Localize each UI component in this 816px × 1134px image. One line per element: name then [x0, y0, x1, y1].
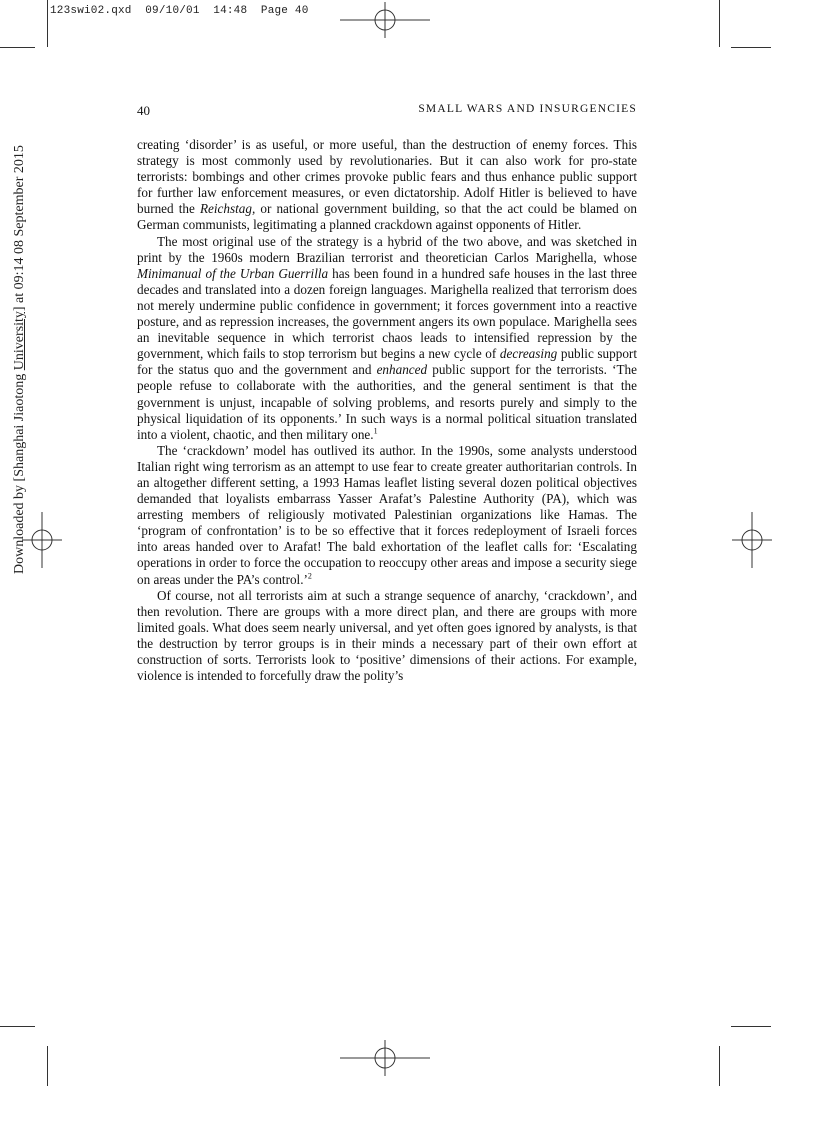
- italic-text: enhanced: [376, 362, 428, 378]
- download-notice-before: Downloaded by [Shanghai Jiaotong: [12, 370, 27, 574]
- paragraph: [137, 588, 637, 685]
- text-run: The ‘crackdown’ model has outlived its author. In the 1990s, some analysts understood Italian right wing terrorism as an attempt to use fear to create greater authoritarian controls. In an altogether different setting, a 1993 Hamas leaflet listing several dozen political objectives demanded that loyalists embarrass Yasser Arafat’s Palestine Authority (PA), which was arresting members of religiously motivated Palestinian organizations like Hamas. The ‘program of confrontation’ is to be so effective that it forces redeployment of Israeli forces into areas handed over to Arafat! The bald exhortation of the leaflet calls for: ‘Escalating operations in order to force the occupation to reoccupy other areas and impose a security siege on areas under the PA’s control.’: [137, 442, 637, 587]
- download-notice: [12, 145, 28, 574]
- page-header: [137, 103, 637, 123]
- crop-mark-bottom-left-v: [47, 1046, 48, 1086]
- text-run: public support for the status quo and the government and: [137, 346, 637, 378]
- italic-text: Reichstag,: [199, 201, 256, 217]
- download-notice-underlined: University]: [12, 306, 27, 371]
- italic-text: decreasing: [499, 346, 558, 362]
- registration-mark-right: [732, 512, 772, 568]
- text-run: Of course, not all terrorists aim at such a strange sequence of anarchy, ‘crackdown’, and then revolution. There are groups with a more direct plan, and there are groups with more limited goals. What does seem nearly universal, and yet often goes ignored by analysts, is that the destruction by terror groups is in their minds a necessary part of their own effort at construction of sorts. Terrorists look to ‘positive’ dimensions of their actions. For example, violence is intended to forcefully draw the polity’s: [137, 587, 637, 684]
- slug-file: 123swi02.qxd: [50, 5, 132, 17]
- crop-mark-top-right-h: [731, 47, 771, 48]
- crop-mark-top-left-h: [0, 47, 35, 48]
- crop-mark-bottom-right-v: [719, 1046, 720, 1086]
- text-run: creating ‘disorder’ is as useful, or more useful, than the destruction of enemy forces. This strategy is most commonly used by revolutionaries. But it can also work for pro-state terrorists: bombings and other crimes provoke public fears and thus enhance public support for further law enforcement measures, or even dictatorship. Adolf Hitler is believed to have burned the: [137, 137, 637, 217]
- print-slug: [50, 5, 309, 17]
- slug-date: 09/10/01: [145, 5, 200, 17]
- registration-mark-bottom: [340, 1038, 430, 1078]
- running-head: SMALL WARS AND INSURGENCIES: [418, 103, 637, 115]
- italic-text: Minimanual of the Urban Guerrilla: [137, 265, 329, 281]
- crop-mark-top-right-v: [719, 0, 720, 47]
- text-run: The most original use of the strategy is a hybrid of the two above, and was sketched in print by the 1960s modern Brazilian terrorist and theoretician Carlos Marighella, whose: [137, 233, 637, 265]
- crop-mark-bottom-right-h: [731, 1026, 771, 1027]
- slug-page: Page 40: [260, 5, 309, 17]
- crop-mark-top-left-v: [47, 0, 48, 47]
- footnote-ref: 2: [307, 571, 312, 581]
- text-run: public support for the terrorists. ‘The people refuse to collaborate with the authorities, and the general sentiment is that the government is unjust, incapable of solving problems, and resorts purely and simply to the physical liquidation of its opponents.’ In such ways is a normal political situation translated into a violent, chaotic, and then military one.: [137, 362, 637, 442]
- footnote-ref: 1: [373, 426, 378, 436]
- page-number: 40: [137, 103, 150, 118]
- paragraph: [137, 234, 637, 443]
- registration-mark-left: [22, 512, 62, 568]
- paragraph: [137, 137, 637, 234]
- paragraph: [137, 443, 637, 588]
- download-notice-after: at 09:14 08 September 2015: [12, 145, 27, 307]
- slug-time: 14:48: [213, 5, 248, 17]
- text-run: or national government building, so that the act could be blamed on German communists, legitimating a planned crackdown against opponents of Hitler.: [137, 201, 637, 233]
- text-run: has been found in a hundred safe houses in the last three decades and translated into a dozen foreign languages. Marighella realized that terrorism does not merely undermine public confidence in government; it forces government into a reactive posture, and as repression increases, the government angers its own populace. Marighella sees an inevitable sequence in which terrorist chaos leads to intensified repression by the government, which fails to stop terrorism but begins a new cycle of: [137, 265, 637, 362]
- registration-mark-top: [340, 0, 430, 40]
- crop-mark-bottom-left-h: [0, 1026, 35, 1027]
- body-text: [137, 137, 637, 684]
